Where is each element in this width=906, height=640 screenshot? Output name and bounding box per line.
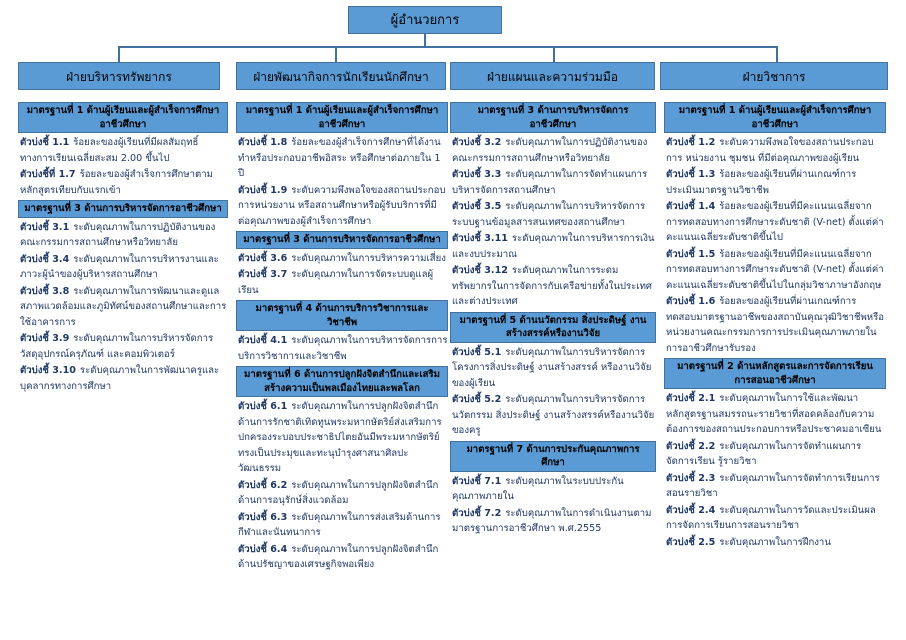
standard-header: มาตรฐานที่ 4 ด้านการบริการวิชาการและวิชาชีพ	[236, 300, 448, 331]
indicator-code: ตัวบ่งชี้ 3.1	[20, 221, 70, 233]
indicator-code: ตัวบ่งชี้ 1.6	[666, 296, 716, 307]
indicator-item	[666, 471, 886, 502]
indicator-text: ระดับคุณภาพในการปลูกฝังจิตสำนึกด้านการรักชาติเทิดทูนพระมหากษัตริย์ส่งเสริมการปกครองระบอบประชาธิปไตยอันมีพระมหากษัตริย์ทรงเป็นประมุขและทะนุบำรุงศาสนาศิลปะวัฒนธรรม	[238, 401, 442, 474]
indicator-text: ร้อยละของผู้สำเร็จการศึกษาที่ได้งานทำหรือประกอบอาชีพอิสระ หรือศึกษาต่อภายใน 1 ปี	[238, 137, 441, 179]
indicator-text: ระดับคุณภาพในการบริหารจัดการโครงการสิ่งประดิษฐ์ งานสร้างสรรค์ หรืองานวิจัยของผู้เรียน	[452, 346, 652, 389]
column-planning	[450, 100, 656, 538]
indicator-item	[20, 331, 228, 362]
indicator-item	[452, 392, 656, 439]
indicator-code: ตัวบ่งชี้ 3.6	[238, 252, 288, 264]
indicator-text: ระดับคุณภาพในการปลูกฝังจิตสำนึกด้านปรัชญาของเศรษฐกิจพอเพียง	[238, 543, 439, 570]
connector-root-down	[424, 34, 426, 46]
indicator-text: ระดับคุณภาพในระบบประกันคุณภาพภายใน	[452, 475, 624, 502]
indicator-code: ตัวบ่งชี้ 3.4	[20, 253, 70, 265]
indicator-text: ระดับคุณภาพในการบริหารจัดการระบบฐานข้อมูลสารสนเทศของสถานศึกษา	[452, 201, 646, 228]
indicator-code: ตัวบ่งชี้ 5.1	[452, 346, 502, 358]
director-box: ผู้อำนวยการ	[348, 6, 502, 34]
standard-header: มาตรฐานที่ 6 ด้านการปลูกฝังจิตสำนึกและเสริมสร้างความเป็นพลเมืองไทยและพลโลก	[236, 366, 448, 397]
department-box-resources: ฝ่ายบริหารทรัพยากร	[18, 62, 220, 90]
connector-horizontal	[118, 46, 778, 48]
indicator-code: ตัวบ่งชี้ 2.5	[666, 536, 716, 548]
indicator-text: ระดับคุณภาพในการฝึกงาน	[719, 536, 831, 548]
indicator-text: ระดับคุณภาพในการปฏิบัติงานของคณะกรรมการสถานศึกษาหรือวิทยาลัย	[452, 137, 648, 164]
indicator-item	[238, 267, 448, 298]
indicator-text: ระดับคุณภาพในการจัดระบบดูแลผู้เรียน	[238, 269, 434, 296]
indicator-item	[666, 535, 886, 551]
indicator-item	[666, 199, 886, 246]
indicator-text: ระดับคุณภาพในการบริหารงานและภาวะผู้นำของผู้บริหารสถานศึกษา	[20, 253, 219, 280]
indicator-code: ตัวบ่งชี้ 3.2	[452, 137, 502, 148]
indicator-item	[238, 183, 448, 230]
indicator-code: ตัวบ่งชี้ 7.1	[452, 475, 502, 487]
indicator-item	[20, 167, 228, 198]
indicator-text: ระดับคุณภาพในการบริหารจัดการการบริการวิชาการและวิชาชีพ	[238, 335, 448, 362]
indicator-text: ระดับคุณภาพในการระดมทรัพยากรในการจัดการกับเครือข่ายทั้งในประเทศและต่างประเทศ	[452, 265, 652, 307]
indicator-code: ตัวบ่งชี้ 1.8	[238, 137, 288, 148]
indicator-code: ตัวบ่งชี้ 1.1	[20, 137, 70, 148]
indicator-text: ร้อยละของผู้เรียนที่มีผลสัมฤทธิ์ทางการเรียนเฉลี่ยสะสม 2.00 ขึ้นไป	[20, 137, 199, 164]
indicator-item	[238, 542, 448, 573]
indicator-text: ร้อยละของผู้เรียนที่ผ่านเกณฑ์การประเมินมาตรฐานวิชาชีพ	[666, 169, 857, 196]
connector-col3	[553, 46, 555, 62]
indicator-text: ระดับคุณภาพในการบริหารการเงินและงบประมาณ	[452, 233, 655, 260]
standard-header: มาตรฐานที่ 7 ด้านการประกันคุณภาพการศึกษา	[450, 441, 656, 472]
indicator-item	[666, 503, 886, 534]
indicator-text: ร้อยละของผู้สำเร็จการศึกษาตามหลักสูตรเทียบกับแรกเข้า	[20, 169, 213, 196]
indicator-code: ตัวบ่งชี้ 4.1	[238, 335, 288, 346]
indicator-text: ระดับคุณภาพในการปลูกฝังจิตสำนึกด้านการอนุรักษ์สิ่งแวดล้อม	[238, 479, 439, 506]
standard-header: มาตรฐานที่ 3 ด้านการบริหารจัดการอาชีวศึกษา	[236, 231, 448, 249]
indicator-code: ตัวบ่งชี้ 7.2	[452, 507, 502, 519]
indicator-item	[666, 439, 886, 470]
indicator-item	[238, 251, 448, 267]
indicator-code: ตัวบ่งชี้ 3.9	[20, 333, 70, 344]
standard-header: มาตรฐานที่ 5 ด้านนวัตกรรม สิ่งประดิษฐ์ งานสร้างสรรค์หรืองานวิจัย	[450, 312, 656, 343]
indicator-code: ตัวบ่งชี้ 1.4	[666, 201, 716, 212]
indicator-code: ตัวบ่งชี้ 6.1	[238, 401, 288, 412]
connector-col1	[118, 46, 120, 62]
indicator-item	[452, 474, 656, 505]
indicator-code: ตัวบ่งชี้ 3.11	[452, 233, 508, 244]
standard-header: มาตรฐานที่ 1 ด้านผู้เรียนและผู้สำเร็จการศึกษาอาชีวศึกษา	[18, 102, 228, 133]
department-box-planning: ฝ่ายแผนและความร่วมมือ	[450, 62, 655, 90]
indicator-code: ตัวบ่งชี้ 1.9	[238, 184, 288, 196]
connector-col4	[776, 46, 778, 62]
indicator-code: ตัวบ่งชี้ 3.7	[238, 269, 288, 280]
indicator-text: ระดับคุณภาพในการจัดทำการเรียนการสอนรายวิชา	[666, 472, 880, 499]
standard-header: มาตรฐานที่ 1 ด้านผู้เรียนและผู้สำเร็จการศึกษาอาชีวศึกษา	[236, 102, 448, 133]
standard-header: มาตรฐานที่ 2 ด้านหลักสูตรและการจัดการเรียนการสอนอาชีวศึกษา	[664, 358, 886, 389]
indicator-item	[452, 199, 656, 230]
indicator-item	[20, 220, 228, 251]
indicator-item	[452, 506, 656, 537]
indicator-code: ตัวบ่งชี้ 3.5	[452, 201, 502, 212]
indicator-code: ตัวบ่งชี้ 3.12	[452, 265, 508, 276]
indicator-code: ตัวบ่งชี้ 3.10	[20, 365, 76, 376]
standard-header: มาตรฐานที่ 1 ด้านผู้เรียนและผู้สำเร็จการศึกษาอาชีวศึกษา	[664, 102, 886, 133]
indicator-text: ระดับความพึงพอใจของสถานประกอบการหน่วยงาน หรือสถานศึกษาหรือผู้รับบริการที่มีต่อคุณภาพของผู้สำเร็จการศึกษา	[238, 184, 446, 227]
indicator-text: ระดับคุณภาพในการจัดทำแผนการจัดการเรียน รู้รายวิชา	[666, 440, 862, 467]
indicator-text: ระดับคุณภาพในการดำเนินงานตามมาตรฐานการอาชีวศึกษา พ.ศ.2555	[452, 507, 652, 534]
indicator-item	[452, 345, 656, 392]
indicator-code: ตัวบ่งชี้ 2.4	[666, 504, 716, 516]
indicator-item	[238, 399, 448, 477]
indicator-code: ตัวบ่งชี้ 6.2	[238, 479, 288, 491]
indicator-item	[452, 167, 656, 198]
indicator-code: ตัวบ่งชี้ 3.8	[20, 285, 70, 297]
indicator-code: ตัวบ่งชี้ 2.1	[666, 393, 716, 404]
indicator-text: ร้อยละของผู้เรียนที่ผ่านเกณฑ์การทดสอบมาตรฐานอาชีพของสถาบันคุณวุฒิวิชาชีพหรือหน่วยงานคณะกรรมการการประเมินคุณภาพภายในการอาชีวศึกษารับรอง	[666, 296, 885, 354]
indicator-text: ระดับคุณภาพในการจัดทำแผนการบริหารจัดการสถานศึกษา	[452, 169, 648, 196]
standard-header: มาตรฐานที่ 3 ด้านการบริหารจัดการอาชีวศึกษา	[18, 200, 228, 218]
indicator-code: ตัวบ่งชี้ 6.4	[238, 543, 288, 555]
indicator-item	[238, 135, 448, 182]
indicator-text: ระดับคุณภาพในการวัดและประเมินผลการจัดการเรียนการสอนรายวิชา	[666, 504, 876, 531]
indicator-code: ตัวบ่งชี้ 2.3	[666, 472, 716, 484]
indicator-item	[452, 135, 656, 166]
indicator-text: ระดับคุณภาพในการส่งเสริมด้านการกีฬาและนันทนาการ	[238, 511, 441, 538]
indicator-item	[20, 363, 228, 394]
indicator-code: ตัวบ่งชี้ 1.5	[666, 248, 716, 260]
indicator-text: ร้อยละของผู้เรียนที่มีคะแนนเฉลี่ยจากการทดสอบทางการศึกษาระดับชาติ (V-net) ตั้งแต่ค่าคะแนนเฉลี่ยระดับชาติขึ้นไป	[666, 201, 884, 243]
indicator-text: ระดับคุณภาพในการบริหารความเสี่ยง	[291, 252, 446, 264]
indicator-item	[20, 284, 228, 331]
indicator-item	[666, 391, 886, 438]
indicator-item	[238, 333, 448, 364]
indicator-text: ร้อยละของผู้เรียนที่มีคะแนนเฉลี่ยจากการทดสอบทางการศึกษาระดับชาติ (V-net) ตั้งแต่ค่าคะแนนเฉลี่ยระดับชาติขึ้นไปในกลุ่มวิชาภาษาอังกฤษ	[666, 248, 884, 291]
indicator-item	[238, 510, 448, 541]
indicator-text: ระดับคุณภาพในการพัฒนาครูและบุคลากรทางการศึกษา	[20, 365, 220, 392]
indicator-text: ระดับคุณภาพในการบริหารจัดการนวัตกรรม สิ่งประดิษฐ์ งานสร้างสรรค์หรืองานวิจัยของครู	[452, 394, 655, 436]
indicator-code: ตัวบ่งชี้ 6.3	[238, 511, 288, 523]
column-resources	[18, 100, 228, 395]
indicator-code: ตัวบ่งชี้ 2.2	[666, 440, 716, 452]
indicator-code: ตัวบ่งชี้ 1.3	[666, 169, 716, 180]
indicator-item	[452, 231, 656, 262]
indicator-item	[20, 135, 228, 166]
indicator-text: ระดับคุณภาพในการใช้และพัฒนาหลักสูตรฐานสมรรถนะรายวิชาที่สอดคล้องกับความต้องการของสถานประกอบการหรือประชาคมอาเซียน	[666, 393, 882, 435]
indicator-item	[238, 478, 448, 509]
department-box-student-affairs: ฝ่ายพัฒนากิจการนักเรียนนักศึกษา	[236, 62, 446, 90]
indicator-code: ตัวบ่งชี้ที่ 1.7	[20, 169, 76, 180]
indicator-text: ระดับความพึงพอใจของสถานประกอบการ หน่วยงาน ชุมชน ที่มีต่อคุณภาพของผู้เรียน	[666, 137, 874, 164]
indicator-item	[666, 294, 886, 356]
connector-col2	[335, 46, 337, 62]
indicator-code: ตัวบ่งชี้ 1.2	[666, 137, 716, 148]
indicator-code: ตัวบ่งชี้ 5.2	[452, 394, 502, 405]
indicator-item	[666, 167, 886, 198]
indicator-text: ระดับคุณภาพในการปฏิบัติงานของคณะกรรมการสถานศึกษาหรือวิทยาลัย	[20, 221, 216, 248]
department-box-academic: ฝ่ายวิชาการ	[660, 62, 888, 90]
indicator-text: ระดับคุณภาพในการบริหารจัดการวัสดุอุปกรณ์ครุภัณฑ์ และคอมพิวเตอร์	[20, 333, 214, 360]
indicator-item	[452, 263, 656, 310]
column-academic	[664, 100, 886, 551]
standard-header: มาตรฐานที่ 3 ด้านการบริหารจัดการอาชีวศึกษา	[450, 102, 656, 133]
indicator-item	[20, 252, 228, 283]
indicator-item	[666, 135, 886, 166]
indicator-code: ตัวบ่งชี้ 3.3	[452, 169, 502, 180]
indicator-text: ระดับคุณภาพในการพัฒนาและดูแลสภาพแวดล้อมและภูมิทัศน์ของสถานศึกษาและการใช้อาคารการ	[20, 285, 227, 328]
column-student-affairs	[236, 100, 448, 574]
indicator-item	[666, 247, 886, 294]
